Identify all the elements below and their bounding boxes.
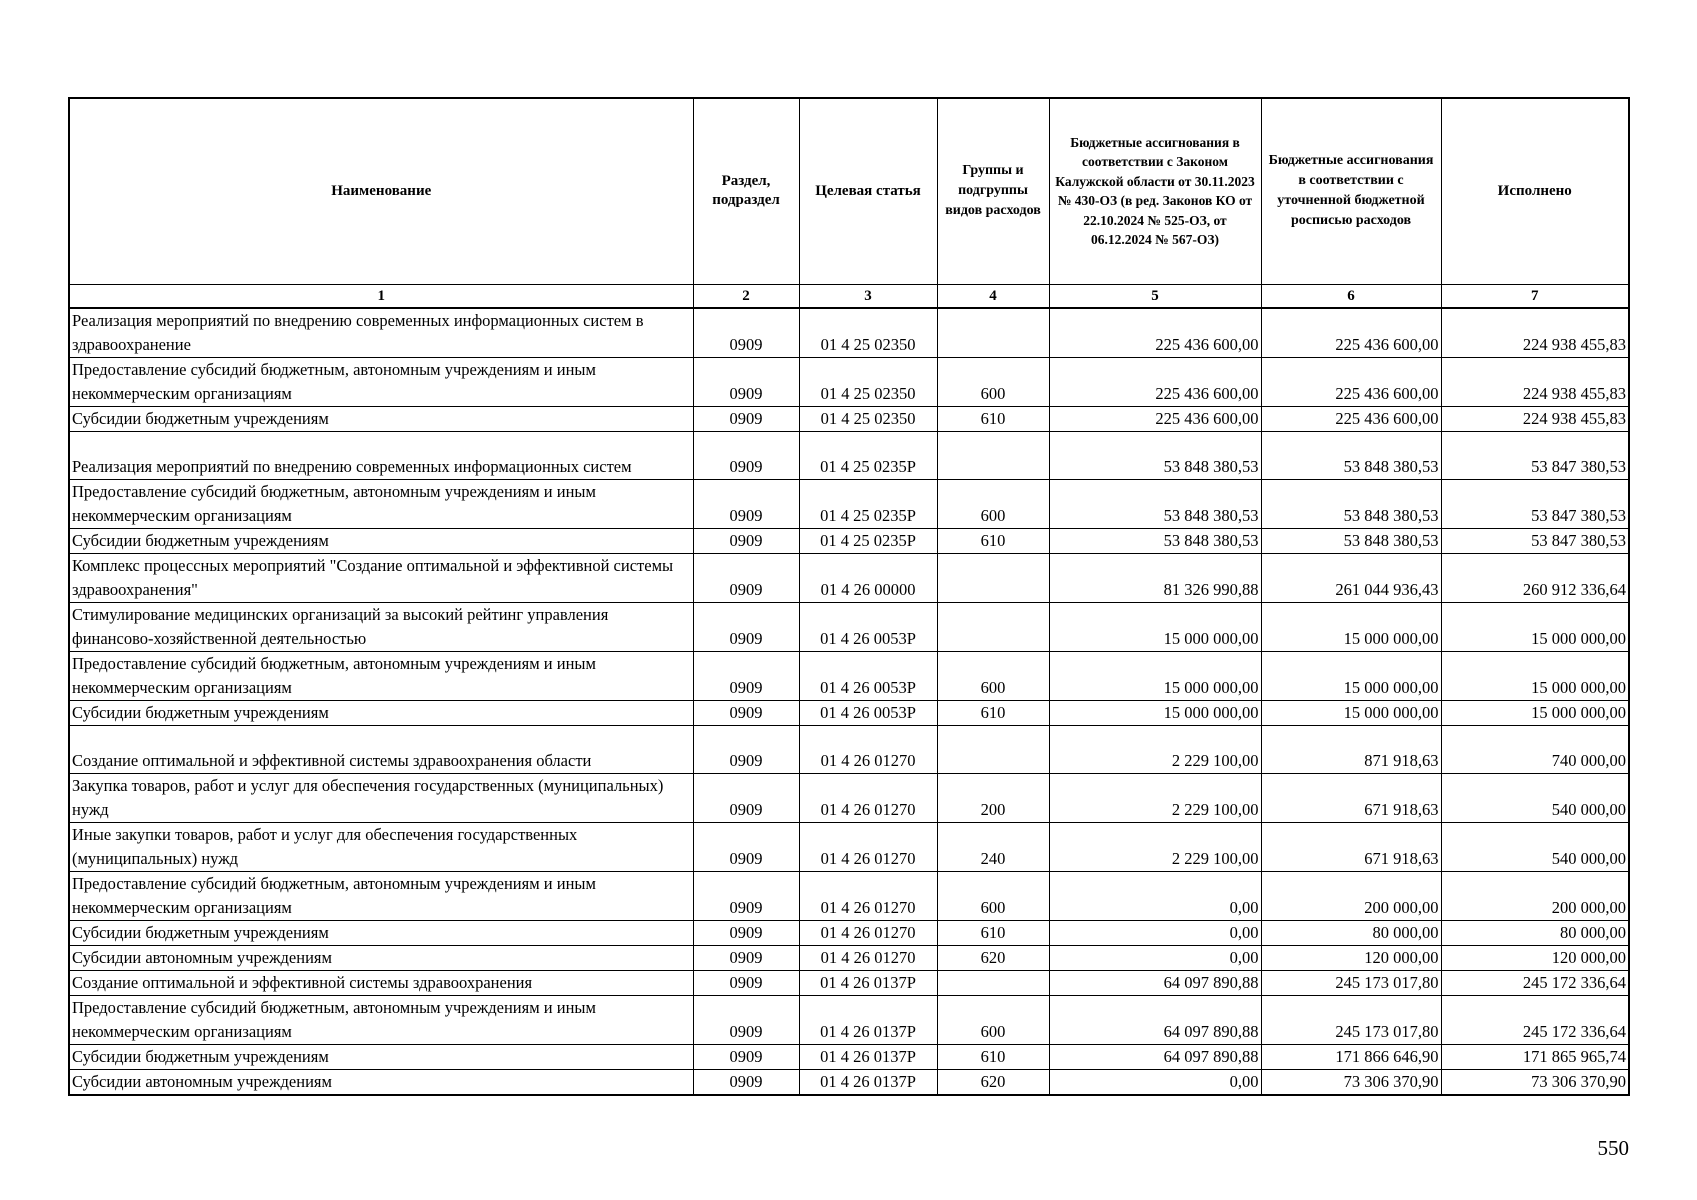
row-group: 200 — [937, 773, 1049, 822]
column-number: 1 — [69, 284, 693, 308]
header-law-allocations: Бюджетные ассигнования в соответствии с Законом Калужской области от 30.11.2023 № 430-ОЗ (в ред. Законов КО от 22.10.2024 № 525-ОЗ, от 06.12.2024 № 567-ОЗ) — [1049, 98, 1261, 284]
row-plan-amount: 53 848 380,53 — [1261, 528, 1441, 553]
row-group — [937, 970, 1049, 995]
row-section: 0909 — [693, 406, 799, 431]
row-group: 600 — [937, 479, 1049, 528]
row-group: 610 — [937, 700, 1049, 725]
row-article: 01 4 25 02350 — [799, 357, 937, 406]
row-article: 01 4 26 01270 — [799, 822, 937, 871]
table-row — [69, 479, 1629, 528]
table-row — [69, 920, 1629, 945]
header-expense-groups: Группы и подгруппы видов расходов — [937, 98, 1049, 284]
row-law-amount: 0,00 — [1049, 920, 1261, 945]
row-article: 01 4 26 01270 — [799, 773, 937, 822]
row-name: Создание оптимальной и эффективной системы здравоохранения области — [69, 725, 693, 773]
row-article: 01 4 26 01270 — [799, 871, 937, 920]
row-section: 0909 — [693, 651, 799, 700]
row-name: Предоставление субсидий бюджетным, автономным учреждениям и иным некоммерческим организациям — [69, 357, 693, 406]
row-executed-amount: 224 938 455,83 — [1441, 308, 1629, 358]
table-row — [69, 602, 1629, 651]
row-section: 0909 — [693, 602, 799, 651]
header-executed: Исполнено — [1441, 98, 1629, 284]
column-number: 2 — [693, 284, 799, 308]
row-name: Предоставление субсидий бюджетным, автономным учреждениям и иным некоммерческим организациям — [69, 995, 693, 1044]
row-article: 01 4 26 01270 — [799, 920, 937, 945]
table-row — [69, 995, 1629, 1044]
row-section: 0909 — [693, 945, 799, 970]
row-name: Иные закупки товаров, работ и услуг для обеспечения государственных (муниципальных) нужд — [69, 822, 693, 871]
table-row — [69, 431, 1629, 479]
header-target-article: Целевая статья — [799, 98, 937, 284]
table-row — [69, 822, 1629, 871]
table-row — [69, 970, 1629, 995]
row-law-amount: 0,00 — [1049, 871, 1261, 920]
row-section: 0909 — [693, 995, 799, 1044]
table-header — [69, 98, 1629, 308]
row-name: Субсидии бюджетным учреждениям — [69, 406, 693, 431]
row-law-amount: 64 097 890,88 — [1049, 995, 1261, 1044]
row-plan-amount: 53 848 380,53 — [1261, 479, 1441, 528]
row-plan-amount: 245 173 017,80 — [1261, 995, 1441, 1044]
row-plan-amount: 15 000 000,00 — [1261, 651, 1441, 700]
row-name: Предоставление субсидий бюджетным, автономным учреждениям и иным некоммерческим организациям — [69, 651, 693, 700]
header-section: Раздел, подраздел — [693, 98, 799, 284]
table-row — [69, 651, 1629, 700]
row-group: 620 — [937, 1069, 1049, 1095]
row-name: Субсидии бюджетным учреждениям — [69, 920, 693, 945]
row-plan-amount: 261 044 936,43 — [1261, 553, 1441, 602]
row-section: 0909 — [693, 871, 799, 920]
row-law-amount: 225 436 600,00 — [1049, 406, 1261, 431]
row-article: 01 4 26 00000 — [799, 553, 937, 602]
table-row — [69, 308, 1629, 358]
row-name: Реализация мероприятий по внедрению современных информационных систем в здравоохранение — [69, 308, 693, 358]
row-plan-amount: 225 436 600,00 — [1261, 308, 1441, 358]
row-executed-amount: 200 000,00 — [1441, 871, 1629, 920]
row-executed-amount: 73 306 370,90 — [1441, 1069, 1629, 1095]
row-article: 01 4 25 0235Р — [799, 431, 937, 479]
row-section: 0909 — [693, 1044, 799, 1069]
row-name: Субсидии автономным учреждениям — [69, 1069, 693, 1095]
row-article: 01 4 25 02350 — [799, 406, 937, 431]
row-law-amount: 15 000 000,00 — [1049, 602, 1261, 651]
column-number: 4 — [937, 284, 1049, 308]
row-group: 240 — [937, 822, 1049, 871]
row-section: 0909 — [693, 970, 799, 995]
row-executed-amount: 224 938 455,83 — [1441, 406, 1629, 431]
table-body — [69, 308, 1629, 1095]
page-number: 550 — [1597, 1136, 1629, 1160]
row-name: Субсидии бюджетным учреждениям — [69, 1044, 693, 1069]
row-law-amount: 225 436 600,00 — [1049, 357, 1261, 406]
column-number: 3 — [799, 284, 937, 308]
row-law-amount: 64 097 890,88 — [1049, 1044, 1261, 1069]
row-executed-amount: 260 912 336,64 — [1441, 553, 1629, 602]
row-name: Субсидии бюджетным учреждениям — [69, 528, 693, 553]
table-row — [69, 406, 1629, 431]
row-name: Закупка товаров, работ и услуг для обеспечения государственных (муниципальных) нужд — [69, 773, 693, 822]
row-group: 600 — [937, 651, 1049, 700]
row-plan-amount: 80 000,00 — [1261, 920, 1441, 945]
header-name: Наименование — [69, 98, 693, 284]
row-executed-amount: 540 000,00 — [1441, 773, 1629, 822]
header-plan-allocations: Бюджетные ассигнования в соответствии с уточненной бюджетной росписью расходов — [1261, 98, 1441, 284]
row-executed-amount: 245 172 336,64 — [1441, 970, 1629, 995]
row-section: 0909 — [693, 308, 799, 358]
row-article: 01 4 26 01270 — [799, 725, 937, 773]
table-row — [69, 357, 1629, 406]
row-plan-amount: 225 436 600,00 — [1261, 357, 1441, 406]
row-law-amount: 2 229 100,00 — [1049, 725, 1261, 773]
table-row — [69, 528, 1629, 553]
row-group — [937, 431, 1049, 479]
row-plan-amount: 671 918,63 — [1261, 822, 1441, 871]
row-article: 01 4 25 0235Р — [799, 479, 937, 528]
row-article: 01 4 26 0053Р — [799, 602, 937, 651]
row-plan-amount: 200 000,00 — [1261, 871, 1441, 920]
row-plan-amount: 73 306 370,90 — [1261, 1069, 1441, 1095]
row-group — [937, 725, 1049, 773]
row-name: Создание оптимальной и эффективной системы здравоохранения — [69, 970, 693, 995]
row-law-amount: 64 097 890,88 — [1049, 970, 1261, 995]
row-executed-amount: 15 000 000,00 — [1441, 700, 1629, 725]
row-executed-amount: 245 172 336,64 — [1441, 995, 1629, 1044]
row-plan-amount: 120 000,00 — [1261, 945, 1441, 970]
row-law-amount: 0,00 — [1049, 1069, 1261, 1095]
row-executed-amount: 120 000,00 — [1441, 945, 1629, 970]
row-executed-amount: 15 000 000,00 — [1441, 602, 1629, 651]
row-section: 0909 — [693, 431, 799, 479]
row-plan-amount: 171 866 646,90 — [1261, 1044, 1441, 1069]
row-plan-amount: 871 918,63 — [1261, 725, 1441, 773]
row-article: 01 4 26 0137Р — [799, 1044, 937, 1069]
row-executed-amount: 740 000,00 — [1441, 725, 1629, 773]
row-group: 600 — [937, 995, 1049, 1044]
column-number-row — [69, 284, 1629, 308]
row-law-amount: 15 000 000,00 — [1049, 651, 1261, 700]
budget-table — [68, 97, 1630, 1096]
row-executed-amount: 540 000,00 — [1441, 822, 1629, 871]
row-section: 0909 — [693, 725, 799, 773]
row-law-amount: 53 848 380,53 — [1049, 528, 1261, 553]
row-executed-amount: 15 000 000,00 — [1441, 651, 1629, 700]
row-executed-amount: 53 847 380,53 — [1441, 431, 1629, 479]
row-law-amount: 53 848 380,53 — [1049, 431, 1261, 479]
column-number: 7 — [1441, 284, 1629, 308]
row-plan-amount: 15 000 000,00 — [1261, 602, 1441, 651]
row-executed-amount: 80 000,00 — [1441, 920, 1629, 945]
row-law-amount: 2 229 100,00 — [1049, 773, 1261, 822]
row-plan-amount: 671 918,63 — [1261, 773, 1441, 822]
row-section: 0909 — [693, 357, 799, 406]
row-name: Предоставление субсидий бюджетным, автономным учреждениям и иным некоммерческим организациям — [69, 479, 693, 528]
row-section: 0909 — [693, 773, 799, 822]
row-group: 600 — [937, 357, 1049, 406]
row-section: 0909 — [693, 479, 799, 528]
row-name: Комплекс процессных мероприятий "Создание оптимальной и эффективной системы здравоохранения" — [69, 553, 693, 602]
row-name: Реализация мероприятий по внедрению современных информационных систем — [69, 431, 693, 479]
table-row — [69, 553, 1629, 602]
row-article: 01 4 26 01270 — [799, 945, 937, 970]
table-row — [69, 725, 1629, 773]
column-number: 6 — [1261, 284, 1441, 308]
row-article: 01 4 26 0053Р — [799, 651, 937, 700]
row-section: 0909 — [693, 1069, 799, 1095]
row-name: Субсидии автономным учреждениям — [69, 945, 693, 970]
row-group: 610 — [937, 920, 1049, 945]
table-row — [69, 700, 1629, 725]
row-executed-amount: 53 847 380,53 — [1441, 479, 1629, 528]
row-executed-amount: 53 847 380,53 — [1441, 528, 1629, 553]
row-plan-amount: 53 848 380,53 — [1261, 431, 1441, 479]
row-executed-amount: 224 938 455,83 — [1441, 357, 1629, 406]
row-article: 01 4 26 0137Р — [799, 1069, 937, 1095]
row-law-amount: 225 436 600,00 — [1049, 308, 1261, 358]
table-row — [69, 871, 1629, 920]
row-group: 620 — [937, 945, 1049, 970]
row-plan-amount: 245 173 017,80 — [1261, 970, 1441, 995]
row-section: 0909 — [693, 920, 799, 945]
row-law-amount: 81 326 990,88 — [1049, 553, 1261, 602]
row-section: 0909 — [693, 822, 799, 871]
row-article: 01 4 26 0137Р — [799, 970, 937, 995]
table-row — [69, 1044, 1629, 1069]
column-number: 5 — [1049, 284, 1261, 308]
row-law-amount: 0,00 — [1049, 945, 1261, 970]
row-name: Субсидии бюджетным учреждениям — [69, 700, 693, 725]
row-executed-amount: 171 865 965,74 — [1441, 1044, 1629, 1069]
table-row — [69, 1069, 1629, 1095]
row-article: 01 4 26 0053Р — [799, 700, 937, 725]
row-article: 01 4 25 02350 — [799, 308, 937, 358]
table-row — [69, 945, 1629, 970]
table-row — [69, 773, 1629, 822]
row-group: 610 — [937, 1044, 1049, 1069]
header-row — [69, 98, 1629, 284]
row-group: 610 — [937, 406, 1049, 431]
row-section: 0909 — [693, 553, 799, 602]
row-group — [937, 308, 1049, 358]
row-group: 610 — [937, 528, 1049, 553]
row-group — [937, 553, 1049, 602]
row-plan-amount: 225 436 600,00 — [1261, 406, 1441, 431]
row-plan-amount: 15 000 000,00 — [1261, 700, 1441, 725]
row-group — [937, 602, 1049, 651]
row-section: 0909 — [693, 528, 799, 553]
row-law-amount: 2 229 100,00 — [1049, 822, 1261, 871]
row-law-amount: 53 848 380,53 — [1049, 479, 1261, 528]
row-law-amount: 15 000 000,00 — [1049, 700, 1261, 725]
row-section: 0909 — [693, 700, 799, 725]
row-article: 01 4 25 0235Р — [799, 528, 937, 553]
row-name: Стимулирование медицинских организаций за высокий рейтинг управления финансово-хозяйственной деятельностью — [69, 602, 693, 651]
row-article: 01 4 26 0137Р — [799, 995, 937, 1044]
row-group: 600 — [937, 871, 1049, 920]
row-name: Предоставление субсидий бюджетным, автономным учреждениям и иным некоммерческим организациям — [69, 871, 693, 920]
